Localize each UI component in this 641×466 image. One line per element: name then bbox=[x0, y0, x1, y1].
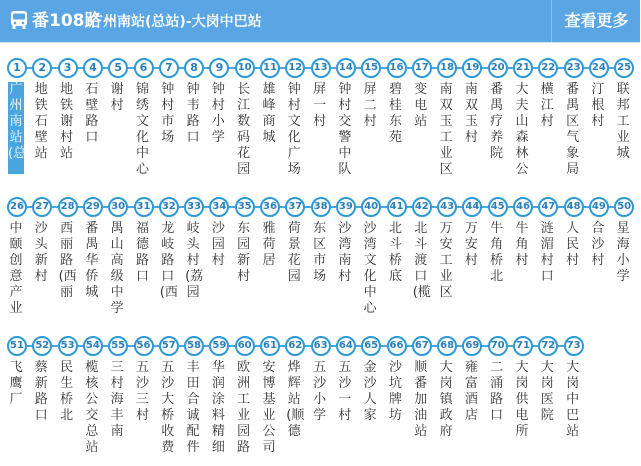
station-name: 牛角桥北 bbox=[490, 221, 504, 284]
station-number: 25 bbox=[614, 58, 634, 78]
station-name: 沙头新村 bbox=[34, 221, 48, 284]
route-direction: 广州南站(总站)-大岗中巴站 bbox=[89, 14, 262, 30]
station-name: 榄核公交总站 bbox=[85, 360, 99, 455]
station-number: 72 bbox=[538, 336, 558, 356]
station-item[interactable] bbox=[536, 58, 561, 176]
station-number: 33 bbox=[184, 197, 204, 217]
bus-icon bbox=[10, 10, 28, 30]
station-name: 蔡新路口 bbox=[34, 360, 48, 423]
station-item[interactable] bbox=[309, 197, 334, 315]
station-name: 钟韦路口 bbox=[186, 82, 200, 145]
station-name: 雅荷居 bbox=[262, 221, 276, 268]
station-name: 人民村 bbox=[566, 221, 580, 268]
station-name: 沙园村 bbox=[211, 221, 225, 268]
station-item[interactable] bbox=[283, 197, 308, 315]
station-name: 石壁路口 bbox=[85, 82, 99, 145]
station-item[interactable] bbox=[30, 197, 55, 315]
station-number: 49 bbox=[589, 197, 609, 217]
station-name: 星海小学 bbox=[616, 221, 630, 284]
station-item[interactable] bbox=[385, 58, 410, 176]
station-item[interactable] bbox=[486, 197, 511, 315]
station-item[interactable] bbox=[5, 58, 30, 176]
station-name: 牛角村 bbox=[515, 221, 529, 268]
station-number: 56 bbox=[134, 336, 154, 356]
station-name: 地铁谢村站 bbox=[60, 82, 74, 161]
station-item[interactable] bbox=[81, 197, 106, 315]
station-name: 钟村文化广场 bbox=[287, 82, 301, 177]
station-number: 62 bbox=[285, 336, 305, 356]
station-name: 五沙三村 bbox=[135, 360, 149, 423]
station-item[interactable] bbox=[106, 197, 131, 315]
station-number: 47 bbox=[538, 197, 558, 217]
station-item[interactable] bbox=[106, 58, 131, 176]
station-name: 东区市场 bbox=[313, 221, 327, 284]
station-item[interactable] bbox=[385, 197, 410, 315]
station-number: 54 bbox=[83, 336, 103, 356]
station-number: 14 bbox=[336, 58, 356, 78]
station-item[interactable] bbox=[460, 58, 485, 176]
station-number: 16 bbox=[387, 58, 407, 78]
station-number: 61 bbox=[260, 336, 280, 356]
station-name: 番禺区气象局 bbox=[566, 82, 580, 177]
station-name: 汀根村 bbox=[591, 82, 605, 129]
station-item[interactable] bbox=[283, 58, 308, 176]
station-number: 18 bbox=[437, 58, 457, 78]
station-name: 安博基业公司 bbox=[262, 360, 276, 455]
station-item[interactable] bbox=[562, 197, 587, 315]
station-number: 65 bbox=[361, 336, 381, 356]
station-number: 66 bbox=[387, 336, 407, 356]
station-number: 69 bbox=[462, 336, 482, 356]
station-number: 71 bbox=[513, 336, 533, 356]
station-number: 45 bbox=[488, 197, 508, 217]
station-name: 大夫山森林公 bbox=[515, 82, 529, 177]
station-number: 24 bbox=[589, 58, 609, 78]
station-name: 地铁石壁站 bbox=[34, 82, 48, 161]
station-name: 番禺疗养院 bbox=[490, 82, 504, 161]
station-number: 36 bbox=[260, 197, 280, 217]
station-name: 锦绣文化中心 bbox=[135, 82, 149, 177]
station-name: 雍富酒店 bbox=[464, 360, 478, 423]
station-item[interactable] bbox=[511, 58, 536, 176]
station-name: 岐头村(荔园 bbox=[185, 221, 204, 300]
station-number: 68 bbox=[437, 336, 457, 356]
station-name: 碧桂东苑 bbox=[388, 82, 402, 145]
station-number: 46 bbox=[513, 197, 533, 217]
station-number: 50 bbox=[614, 197, 634, 217]
station-number: 17 bbox=[412, 58, 432, 78]
route-header bbox=[0, 0, 640, 43]
station-number: 60 bbox=[235, 336, 255, 356]
station-item[interactable] bbox=[562, 336, 587, 454]
station-item[interactable] bbox=[410, 336, 435, 454]
station-number: 20 bbox=[488, 58, 508, 78]
station-name: 北斗渡口(榄 bbox=[412, 221, 431, 300]
station-number: 11 bbox=[260, 58, 280, 78]
station-name: 大岗镇政府 bbox=[439, 360, 453, 439]
station-name: 沙坑牌坊 bbox=[388, 360, 402, 423]
station-item[interactable] bbox=[207, 58, 232, 176]
station-number: 35 bbox=[235, 197, 255, 217]
station-item[interactable] bbox=[157, 58, 182, 176]
station-item[interactable] bbox=[334, 336, 359, 454]
station-name: 烨辉站(顺德 bbox=[286, 360, 305, 439]
station-item[interactable] bbox=[56, 58, 81, 176]
station-number: 64 bbox=[336, 336, 356, 356]
station-item[interactable] bbox=[460, 197, 485, 315]
station-name: 北斗桥底 bbox=[388, 221, 402, 284]
station-item[interactable] bbox=[486, 58, 511, 176]
route-name: 番108路 bbox=[32, 11, 102, 31]
station-number: 57 bbox=[159, 336, 179, 356]
station-item[interactable] bbox=[486, 336, 511, 454]
station-item[interactable] bbox=[536, 336, 561, 454]
station-number: 7 bbox=[159, 58, 179, 78]
station-item[interactable] bbox=[182, 58, 207, 176]
station-list bbox=[0, 42, 640, 466]
station-name: 西丽路(西丽 bbox=[58, 221, 77, 300]
station-number: 58 bbox=[184, 336, 204, 356]
station-number: 32 bbox=[159, 197, 179, 217]
station-number: 3 bbox=[58, 58, 78, 78]
station-item[interactable] bbox=[334, 58, 359, 176]
station-name: 长江数码花园 bbox=[237, 82, 251, 177]
station-item[interactable] bbox=[536, 197, 561, 315]
station-name: 沙湾南村 bbox=[338, 221, 352, 284]
station-name: 丰田合诚配件 bbox=[186, 360, 200, 455]
station-name: 雄峰商城 bbox=[262, 82, 276, 145]
station-item[interactable] bbox=[81, 58, 106, 176]
station-item[interactable] bbox=[207, 197, 232, 315]
station-number: 73 bbox=[564, 336, 584, 356]
station-name: 钟村市场 bbox=[161, 82, 175, 145]
station-number: 8 bbox=[184, 58, 204, 78]
station-item[interactable] bbox=[157, 336, 182, 454]
station-number: 55 bbox=[108, 336, 128, 356]
station-item[interactable] bbox=[233, 197, 258, 315]
station-item[interactable] bbox=[334, 197, 359, 315]
station-name: 荷景花园 bbox=[287, 221, 301, 284]
station-number: 37 bbox=[285, 197, 305, 217]
station-item[interactable] bbox=[5, 336, 30, 454]
station-item[interactable] bbox=[132, 58, 157, 176]
station-number: 6 bbox=[134, 58, 154, 78]
station-name: 番禺华侨城 bbox=[85, 221, 99, 300]
station-item[interactable] bbox=[612, 58, 637, 176]
station-number: 44 bbox=[462, 197, 482, 217]
station-number: 53 bbox=[58, 336, 78, 356]
station-name: 横江村 bbox=[540, 82, 554, 129]
station-number: 41 bbox=[387, 197, 407, 217]
station-item[interactable] bbox=[5, 197, 30, 315]
station-item[interactable] bbox=[106, 336, 131, 454]
station-number: 4 bbox=[83, 58, 103, 78]
station-item[interactable] bbox=[258, 58, 283, 176]
station-name: 大岗中巴站 bbox=[566, 360, 580, 439]
station-name: 南双玉村 bbox=[464, 82, 478, 145]
station-number: 13 bbox=[311, 58, 331, 78]
station-number: 67 bbox=[412, 336, 432, 356]
station-item[interactable] bbox=[435, 197, 460, 315]
station-number: 26 bbox=[7, 197, 27, 217]
station-number: 28 bbox=[58, 197, 78, 217]
station-item[interactable] bbox=[359, 197, 384, 315]
view-more-button[interactable]: 查看更多 bbox=[551, 0, 641, 42]
station-name: 万安工业区 bbox=[439, 221, 453, 300]
station-name: 东园新村 bbox=[237, 221, 251, 284]
station-name: 沙湾文化中心 bbox=[363, 221, 377, 316]
station-item[interactable] bbox=[30, 58, 55, 176]
station-name: 谢村 bbox=[110, 82, 124, 113]
station-name: 大岗供电所 bbox=[515, 360, 529, 439]
station-item[interactable] bbox=[309, 58, 334, 176]
station-name: 五沙小学 bbox=[313, 360, 327, 423]
station-item[interactable] bbox=[182, 197, 207, 315]
station-name: 广州南站(总 bbox=[8, 82, 24, 174]
station-name: 大岗医院 bbox=[540, 360, 554, 423]
station-item[interactable] bbox=[410, 58, 435, 176]
station-name: 屏二村 bbox=[363, 82, 377, 129]
station-item[interactable] bbox=[587, 58, 612, 176]
station-name: 顺番加油站 bbox=[414, 360, 428, 439]
station-number: 43 bbox=[437, 197, 457, 217]
station-item[interactable] bbox=[182, 336, 207, 454]
station-name: 三村海丰南 bbox=[110, 360, 124, 439]
station-item[interactable] bbox=[587, 197, 612, 315]
station-name: 金沙人家 bbox=[363, 360, 377, 423]
station-name: 华润涂料精细 bbox=[211, 360, 225, 455]
station-name: 涟湄村口 bbox=[540, 221, 554, 284]
station-number: 40 bbox=[361, 197, 381, 217]
station-item[interactable] bbox=[56, 197, 81, 315]
station-item[interactable] bbox=[30, 336, 55, 454]
station-item[interactable] bbox=[258, 197, 283, 315]
station-number: 1 bbox=[7, 58, 27, 78]
station-number: 59 bbox=[209, 336, 229, 356]
station-number: 51 bbox=[7, 336, 27, 356]
station-name: 万安村 bbox=[464, 221, 478, 268]
station-item[interactable] bbox=[233, 336, 258, 454]
station-name: 龙岐路口(西 bbox=[159, 221, 178, 300]
station-item[interactable] bbox=[460, 336, 485, 454]
station-number: 29 bbox=[83, 197, 103, 217]
station-name: 禺山高级中学 bbox=[110, 221, 124, 316]
station-number: 30 bbox=[108, 197, 128, 217]
station-number: 42 bbox=[412, 197, 432, 217]
station-name: 飞鹰厂 bbox=[9, 360, 23, 407]
station-number: 23 bbox=[564, 58, 584, 78]
station-name: 五沙大桥收费 bbox=[161, 360, 175, 455]
station-number: 5 bbox=[108, 58, 128, 78]
station-item[interactable] bbox=[410, 197, 435, 315]
station-item[interactable] bbox=[283, 336, 308, 454]
station-number: 12 bbox=[285, 58, 305, 78]
station-number: 27 bbox=[32, 197, 52, 217]
station-item[interactable] bbox=[562, 58, 587, 176]
station-item[interactable] bbox=[359, 336, 384, 454]
station-name: 欧洲工业园路 bbox=[237, 360, 251, 455]
station-number: 38 bbox=[311, 197, 331, 217]
station-item[interactable] bbox=[157, 197, 182, 315]
station-number: 9 bbox=[209, 58, 229, 78]
station-name: 屏一村 bbox=[313, 82, 327, 129]
station-number: 15 bbox=[361, 58, 381, 78]
station-number: 48 bbox=[564, 197, 584, 217]
station-item[interactable] bbox=[132, 336, 157, 454]
station-item[interactable] bbox=[207, 336, 232, 454]
station-name: 福德路口 bbox=[135, 221, 149, 284]
station-number: 19 bbox=[462, 58, 482, 78]
station-number: 22 bbox=[538, 58, 558, 78]
station-item[interactable] bbox=[435, 336, 460, 454]
station-item[interactable] bbox=[56, 336, 81, 454]
station-number: 10 bbox=[235, 58, 255, 78]
station-number: 39 bbox=[336, 197, 356, 217]
station-name: 民生桥北 bbox=[60, 360, 74, 423]
station-item[interactable] bbox=[309, 336, 334, 454]
station-item[interactable] bbox=[435, 58, 460, 176]
station-item[interactable] bbox=[359, 58, 384, 176]
station-item[interactable] bbox=[511, 336, 536, 454]
station-item[interactable] bbox=[132, 197, 157, 315]
station-name: 二涌路口 bbox=[490, 360, 504, 423]
station-name: 五沙一村 bbox=[338, 360, 352, 423]
station-number: 52 bbox=[32, 336, 52, 356]
station-number: 2 bbox=[32, 58, 52, 78]
station-name: 变电站 bbox=[414, 82, 428, 129]
station-item[interactable] bbox=[511, 197, 536, 315]
station-number: 70 bbox=[488, 336, 508, 356]
station-name: 中颐创意产业 bbox=[9, 221, 23, 316]
station-item[interactable] bbox=[258, 336, 283, 454]
station-number: 31 bbox=[134, 197, 154, 217]
station-name: 南双玉工业区 bbox=[439, 82, 453, 177]
station-name: 钟村小学 bbox=[211, 82, 225, 145]
station-number: 34 bbox=[209, 197, 229, 217]
station-name: 钟村交警中队 bbox=[338, 82, 352, 177]
station-item[interactable] bbox=[81, 336, 106, 454]
station-name: 合沙村 bbox=[591, 221, 605, 268]
station-number: 63 bbox=[311, 336, 331, 356]
station-item[interactable] bbox=[385, 336, 410, 454]
station-name: 联邦工业城 bbox=[616, 82, 630, 161]
station-number: 21 bbox=[513, 58, 533, 78]
station-item[interactable] bbox=[612, 197, 637, 315]
station-item[interactable] bbox=[233, 58, 258, 176]
